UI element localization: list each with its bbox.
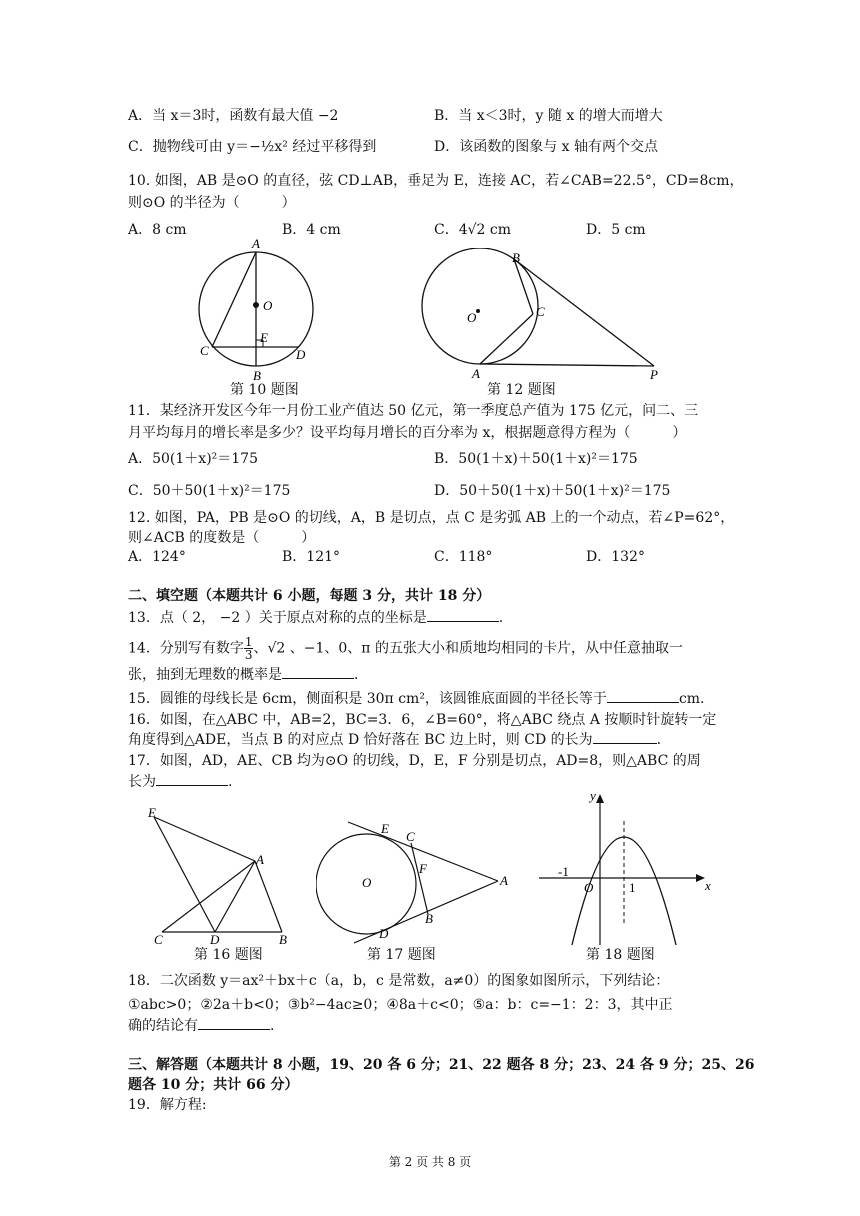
q14-text-b: 、√2 、−1、0、π 的五张大小和质地均相同的卡片，从中任意抽取一 (253, 640, 683, 657)
svg-text:C: C (200, 343, 209, 358)
q14-text-a: 14．分别写有数字 (128, 640, 244, 657)
q10-line1: 10. 如图，AB 是⊙O 的直径，弦 CD⊥AB，垂足为 E，连接 AC，若∠CAB=22.5°，CD=8cm， (128, 173, 744, 189)
q15-end: cm. (678, 691, 705, 707)
svg-text:C: C (406, 829, 415, 844)
q18-end: . (270, 1018, 275, 1034)
q13-answer-blank[interactable] (427, 609, 499, 622)
q11-line2: 月平均每月的增长率是多少？设平均每月增长的百分率为 x，根据题意得方程为（ ） (128, 425, 687, 441)
q14-frac-denominator: 3 (244, 648, 253, 662)
q15-text: 15．圆锥的母线长是 6cm，侧面积是 30π cm²，该圆锥底面圆的半径长等于 (128, 691, 607, 707)
q16-line2 (128, 731, 661, 749)
q17-answer-blank[interactable] (156, 773, 228, 786)
svg-text:O: O (362, 875, 372, 890)
svg-text:O: O (263, 298, 273, 313)
figure-12-caption: 第 12 题图 (487, 382, 556, 398)
q10-option-d: D．5 cm (586, 222, 646, 238)
q18-line1: 18．二次函数 y＝ax²＋bx＋c（a，b，c 是常数，a≠0）的图象如图所示，下列结论： (128, 973, 670, 989)
page-footer: 第 2 页 共 8 页 (388, 1155, 472, 1169)
svg-text:B: B (279, 932, 287, 947)
q14-line2 (128, 666, 358, 684)
section-2-heading: 二、填空题（本题共计 6 小题，每题 3 分，共计 18 分） (128, 588, 491, 604)
q10-option-c: C．4√2 cm (434, 222, 512, 238)
figure-10-caption: 第 10 题图 (230, 382, 299, 398)
q17-line2 (128, 773, 232, 791)
figure-12 (420, 248, 670, 384)
q12-option-c: C．118° (434, 549, 493, 565)
q16-line2-text: 角度得到△ADE，当点 B 的对应点 D 恰好落在 BC 边上时，则 CD 的长为 (128, 732, 593, 748)
q17-end: . (228, 774, 233, 790)
svg-text:O: O (584, 880, 594, 895)
q14-line2-text: 张，抽到无理数的概率是 (128, 667, 282, 683)
svg-text:P: P (650, 367, 658, 382)
svg-text:A: A (256, 852, 264, 867)
q17-line2-text: 长为 (128, 774, 156, 790)
svg-text:D: D (379, 926, 389, 941)
q11-option-d: D．50＋50(1＋x)＋50(1＋x)²＝175 (434, 483, 671, 499)
q19: 19．解方程: (128, 1097, 207, 1113)
q13-end: . (498, 610, 504, 626)
svg-text:C: C (536, 304, 545, 319)
q14-line1 (128, 636, 683, 661)
svg-text:E: E (381, 821, 389, 836)
q11-option-a: A．50(1＋x)²＝175 (128, 451, 258, 467)
svg-text:B: B (425, 911, 433, 926)
svg-text:C: C (154, 932, 163, 947)
q15-answer-blank[interactable] (607, 690, 679, 703)
q15 (128, 690, 705, 708)
q18-line2: ①abc>0；②2a＋b<0；③b²−4ac≥0；④8a＋c<0；⑤a：b：c=−1：2：3，其中正 (128, 997, 673, 1013)
q18-line3 (128, 1017, 274, 1035)
q9-option-a: A．当 x＝3时，函数有最大值 −2 (128, 108, 339, 124)
q17-line1: 17．如图，AD，AE、CB 均为⊙O 的切线，D，E，F 分别是切点，AD=8，则△ABC 的周 (128, 753, 701, 769)
q13-text: 13．点（ 2， −2 ）关于原点对称的点的坐标是 (128, 610, 427, 626)
q14-frac-numerator: 1 (244, 635, 253, 649)
figure-17-caption: 第 17 题图 (367, 947, 436, 963)
svg-text:A: A (500, 873, 508, 888)
q16-end: . (656, 732, 662, 748)
svg-text:A: A (252, 236, 260, 251)
svg-text:B: B (512, 250, 520, 265)
q9-option-b: B．当 x＜3时，y 随 x 的增大而增大 (434, 108, 663, 124)
svg-text:x: x (705, 878, 711, 893)
svg-text:D: D (296, 347, 306, 362)
q12-line1: 12. 如图，PA，PB 是⊙O 的切线，A，B 是切点，点 C 是劣弧 AB 上的一个动点，若∠P=62°， (128, 510, 735, 526)
q12-option-d: D．132° (586, 549, 645, 565)
svg-text:E: E (260, 330, 268, 345)
q12-line2: 则∠ACB 的度数是（ ） (128, 530, 316, 546)
q11-option-b: B．50(1＋x)＋50(1＋x)²＝175 (434, 451, 638, 467)
q16-answer-blank[interactable] (593, 731, 657, 744)
figure-17 (316, 815, 516, 945)
q13 (128, 609, 503, 627)
svg-text:O: O (467, 310, 477, 325)
q9-option-d: D．该函数的图象与 x 轴有两个交点 (434, 139, 659, 155)
figure-18-caption: 第 18 题图 (586, 947, 655, 963)
q11-line1: 11．某经济开发区今年一月份工业产值达 50 亿元，第一季度总产值为 175 亿元，问二、三 (128, 403, 699, 419)
q18-answer-blank[interactable] (198, 1017, 270, 1030)
q11-option-c: C．50＋50(1＋x)²＝175 (128, 483, 291, 499)
svg-text:-1: -1 (558, 864, 569, 879)
section-3-heading-line1: 三、解答题（本题共计 8 小题，19、20 各 6 分；21、22 题各 8 分；23、24 各 9 分；25、26 (128, 1057, 755, 1073)
svg-text:A: A (472, 366, 480, 381)
svg-text:E: E (148, 805, 156, 820)
figure-18 (535, 785, 720, 950)
section-3-heading-line2: 题各 10 分；共计 66 分） (128, 1077, 299, 1093)
q12-option-a: A．124° (128, 549, 186, 565)
q14-answer-blank[interactable] (282, 666, 354, 679)
q9-option-c: C．抛物线可由 y＝−½x² 经过平移得到 (128, 139, 377, 155)
q14-end: . (354, 667, 359, 683)
svg-text:y: y (590, 788, 596, 803)
figure-10 (190, 232, 330, 382)
svg-text:1: 1 (629, 880, 636, 895)
svg-text:B: B (253, 368, 261, 382)
svg-text:F: F (419, 861, 427, 876)
q10-option-a: A．8 cm (128, 222, 187, 238)
q16-line1: 16．如图，在△ABC 中，AB=2，BC=3．6，∠B=60°，将△ABC 绕点 A 按顺时针旋转一定 (128, 712, 717, 728)
figure-16 (140, 800, 300, 950)
q10-line2: 则⊙O 的半径为（ ） (128, 195, 296, 211)
q10-option-b: B．4 cm (282, 222, 341, 238)
q12-option-b: B．121° (282, 549, 341, 565)
svg-text:D: D (210, 932, 220, 947)
q18-line3-text: 确的结论有 (128, 1018, 198, 1034)
figure-16-caption: 第 16 题图 (194, 947, 263, 963)
